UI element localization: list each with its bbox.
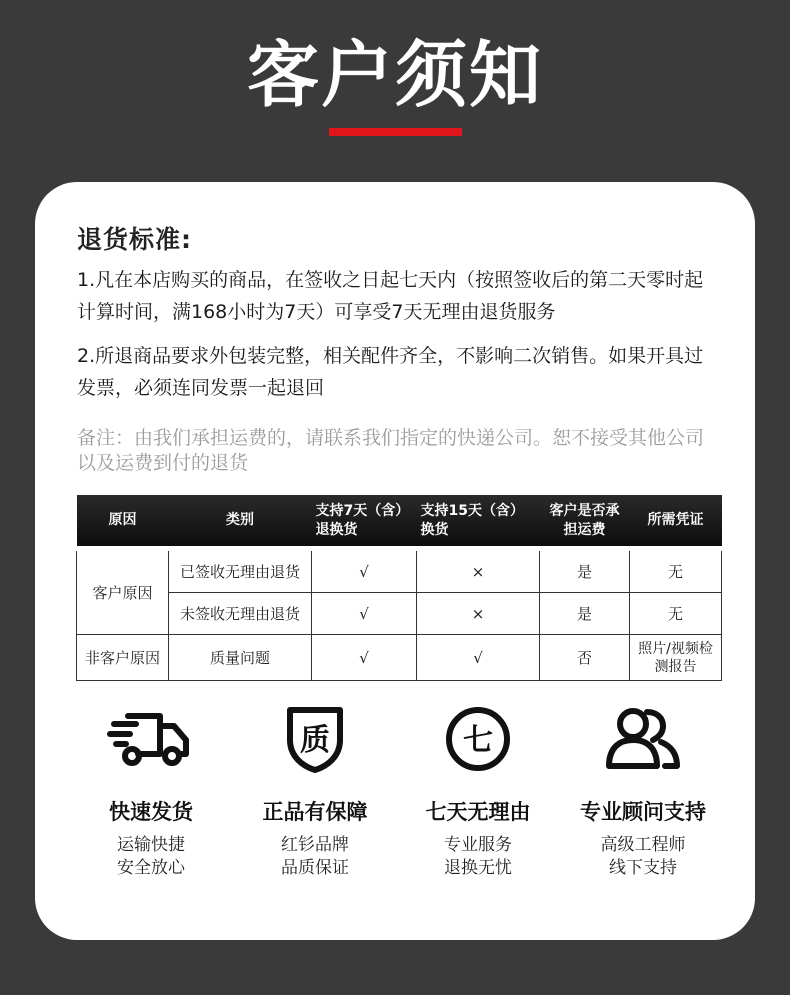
page-title: 客户须知 [246, 33, 543, 117]
header-7day: 支持7天（含）退换货 [312, 495, 417, 549]
svg-text:质: 质 [300, 723, 330, 758]
feature-list [35, 704, 755, 904]
cell-category: 质量问题 [169, 635, 312, 681]
table-row [77, 593, 722, 635]
cell-category: 未签收无理由退货 [169, 593, 312, 635]
cell-reason: 非客户原因 [77, 635, 169, 681]
cell-proof: 无 [630, 549, 722, 593]
cell-15day: × [417, 593, 540, 635]
feature-title: 正品有保障 [262, 800, 368, 824]
consultant-people-icon [603, 704, 683, 774]
delivery-truck-icon [106, 704, 196, 774]
cell-7day: √ [312, 635, 417, 681]
cell-fee: 是 [540, 549, 630, 593]
feature-desc: 高级工程师 线下支持 [600, 835, 686, 878]
header-shipping-fee: 客户是否承担运费 [540, 495, 630, 549]
header-category: 类别 [169, 495, 312, 549]
header-proof: 所需凭证 [630, 495, 722, 549]
table-row [77, 549, 722, 593]
seven-day-icon [443, 704, 513, 774]
note-text: 备注：由我们承担运费的，请联系我们指定的快递公司。恕不接受其他公司以及运费到付的退货 [77, 427, 705, 474]
feature-seven-day [393, 704, 563, 880]
feature-title: 快速发货 [109, 800, 193, 824]
feature-genuine-guarantee [230, 704, 400, 880]
header-reason: 原因 [77, 495, 169, 549]
notice-card [35, 182, 755, 940]
return-standard-heading: 退货标准: [77, 225, 192, 254]
feature-title: 专业顾问支持 [580, 800, 706, 824]
cell-7day: √ [312, 593, 417, 635]
cell-proof: 照片/视频检测报告 [630, 635, 722, 681]
cell-proof: 无 [630, 593, 722, 635]
rule-1-text: 1.凡在本店购买的商品，在签收之日起七天内（按照签收后的第二天零时起计算时间，满168小时为7天）可享受7天无理由退货服务 [77, 269, 704, 323]
svg-text:七: 七 [463, 723, 493, 758]
cell-15day: × [417, 549, 540, 593]
title-underline [329, 128, 462, 136]
table-header-row [77, 495, 722, 549]
quality-shield-icon [280, 704, 350, 774]
feature-fast-shipping [66, 704, 236, 880]
feature-desc: 红钐品牌 品质保证 [281, 835, 349, 878]
cell-15day: √ [417, 635, 540, 681]
feature-consultant [558, 704, 728, 880]
feature-desc: 运输快捷 安全放心 [117, 835, 185, 878]
cell-fee: 是 [540, 593, 630, 635]
feature-title: 七天无理由 [425, 800, 531, 824]
return-policy-table [76, 495, 722, 681]
feature-desc: 专业服务 退换无忧 [444, 835, 512, 878]
rule-2-text: 2.所退商品要求外包装完整，相关配件齐全，不影响二次销售。如果开具过发票，必须连同发票一起退回 [77, 345, 704, 399]
cell-fee: 否 [540, 635, 630, 681]
header-15day: 支持15天（含）换货 [417, 495, 540, 549]
table-row [77, 635, 722, 681]
cell-reason: 客户原因 [77, 549, 169, 635]
cell-7day: √ [312, 549, 417, 593]
cell-category: 已签收无理由退货 [169, 549, 312, 593]
